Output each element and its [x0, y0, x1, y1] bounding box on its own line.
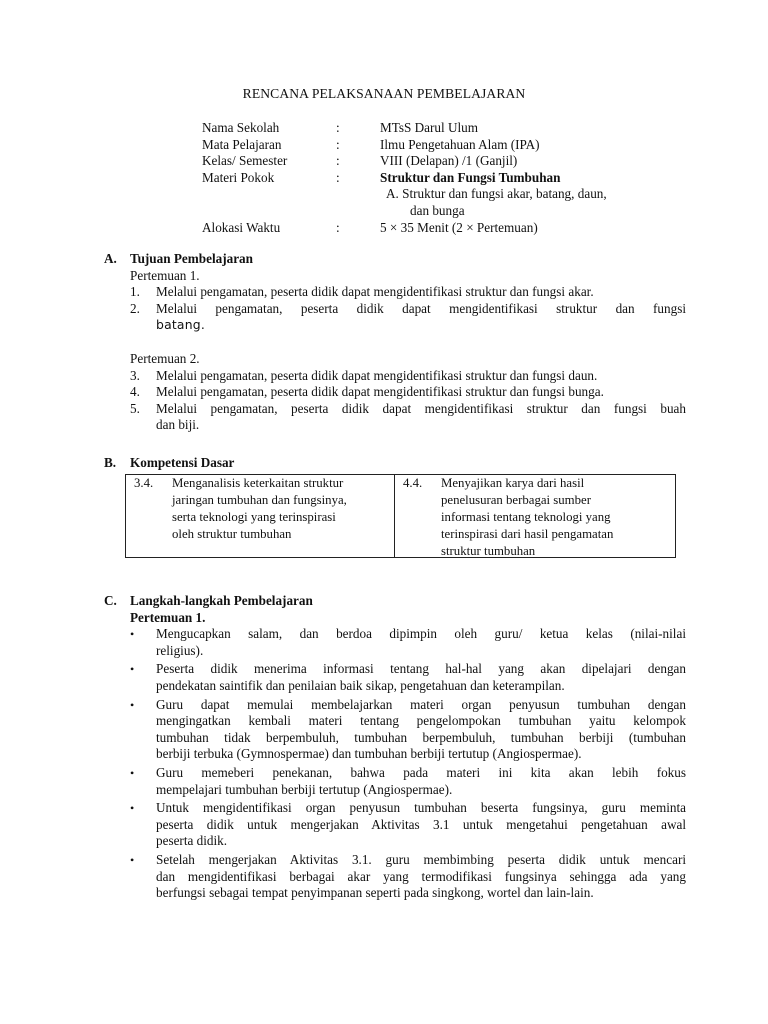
item-text: Melalui pengamatan, peserta didik dapat mengidentifikasi struktur dan fungsi akar. [156, 284, 594, 300]
info-value: MTsS Darul Ulum [380, 120, 478, 135]
competence-line: Menganalisis keterkaitan struktur [172, 476, 344, 490]
competence-line: serta teknologi yang terinspirasi [172, 510, 336, 524]
item-text-line: religius). [156, 642, 204, 658]
item-text-line: batang. [156, 317, 205, 333]
item-text [156, 626, 686, 659]
info-colon: : [336, 120, 340, 135]
item-text-line: dan mengidentifikasi berbagai akar yang termodifikasi fungsinya sehingga ada yang [156, 868, 686, 884]
info-label: Nama Sekolah [202, 120, 280, 135]
bullet: • [130, 662, 135, 677]
meeting-label: Pertemuan 1. [130, 609, 206, 625]
competence-line: informasi tentang teknologi yang [441, 510, 611, 524]
item-text-line: berbiji terbuka (Gymnospermae) dan tumbuhan berbiji tertutup (Angiospermae). [156, 746, 582, 762]
topic-subitem-line: dan bunga [410, 202, 465, 218]
item-text-line: Guru memeberi penekanan, bahwa pada materi ini kita akan lebih fokus [156, 764, 686, 780]
info-label: Materi Pokok [202, 169, 275, 185]
item-text: Melalui pengamatan, peserta didik dapat mengidentifikasi struktur dan fungsi bunga. [156, 384, 604, 400]
section-learning-steps [104, 593, 686, 902]
info-row-class [202, 153, 682, 170]
list-item [104, 626, 686, 659]
bullet: • [130, 697, 135, 712]
item-text-line: Untuk mengidentifikasi organ penyusun tumbuhan beserta fungsinya, guru meminta [156, 800, 686, 816]
item-text [156, 697, 686, 763]
list-item [104, 401, 686, 434]
item-text [156, 800, 686, 850]
competence-line: penelusuran berbagai sumber [441, 493, 591, 507]
info-value: VIII (Delapan) /1 (Ganjil) [380, 153, 518, 169]
info-colon: : [336, 136, 340, 152]
section-letter: C. [104, 593, 117, 608]
list-item [104, 301, 686, 334]
item-text-line: Melalui pengamatan, peserta didik dapat mengidentifikasi struktur dan fungsi buah [156, 400, 686, 416]
item-text-line: Setelah mengerjakan Aktivitas 3.1. guru membimbing peserta didik untuk mencari [156, 851, 686, 867]
competence-first-line [403, 475, 669, 492]
bullet: • [130, 627, 135, 642]
item-text-line: Guru dapat memulai membelajarkan materi organ penyusun tumbuhan dengan [156, 696, 686, 712]
info-label: Kelas/ Semester [202, 153, 288, 169]
bullet: • [130, 852, 135, 867]
competence-line: Menyajikan karya dari hasil [441, 476, 585, 490]
list-item [104, 852, 686, 902]
item-text-line: berfungsi sebagai tempat penyimpanan seperti pada singkong, wortel dan lain-lain. [156, 885, 594, 901]
list-item [104, 661, 686, 694]
section-heading [104, 593, 686, 610]
section-title: Tujuan Pembelajaran [130, 251, 253, 266]
item-text: Melalui pengamatan, peserta didik dapat mengidentifikasi struktur dan fungsi daun. [156, 367, 598, 383]
competence-line: jaringan tumbuhan dan fungsinya, [172, 493, 347, 507]
competence-cell-skill [394, 475, 675, 557]
item-text-line: Peserta didik menerima informasi tentang hal-hal yang akan dipelajari dengan [156, 661, 686, 677]
info-row-topic [202, 170, 682, 187]
objective-list [104, 368, 686, 434]
section-basic-competence [104, 455, 686, 472]
competence-first-line [134, 475, 388, 492]
info-row-subject [202, 137, 682, 154]
info-colon: : [336, 169, 340, 185]
list-item [104, 368, 686, 385]
steps-list [104, 626, 686, 902]
competence-table [125, 474, 676, 558]
competence-code: 4.4. [403, 476, 423, 490]
objective-list [104, 284, 686, 334]
section-heading [104, 251, 686, 268]
identity-block [202, 120, 682, 236]
topic-subitem-line: A. Struktur dan fungsi akar, batang, daun, [386, 186, 607, 202]
competence-cell-knowledge [126, 475, 394, 557]
info-label: Mata Pelajaran [202, 136, 282, 152]
section-letter: A. [104, 251, 117, 266]
item-number: 5. [130, 400, 140, 416]
item-text [156, 661, 686, 694]
info-row-time [202, 220, 682, 237]
competence-line: struktur tumbuhan [441, 544, 536, 558]
item-number: 1. [130, 284, 140, 300]
item-number: 2. [130, 300, 140, 316]
info-colon: : [336, 219, 340, 235]
section-title: Kompetensi Dasar [130, 455, 235, 470]
section-learning-objectives [104, 251, 686, 434]
item-text [156, 401, 686, 434]
item-text-line: mengingatkan kembali materi tentang pengelompokan tumbuhan yaitu kelompok [156, 713, 686, 729]
item-text-line: tumbuhan tidak berpembuluh, tumbuhan berpembuluh, tumbuhan berbiji (tumbuhan [156, 729, 686, 745]
info-label: Alokasi Waktu [202, 219, 281, 235]
item-text-line: pendekatan saintifik dan penilaian baik sikap, pengetahuan dan keterampilan. [156, 677, 565, 693]
item-text-line: peserta didik. [156, 833, 228, 849]
bullet: • [130, 801, 135, 816]
info-row-school [202, 120, 682, 137]
info-value: Ilmu Pengetahuan Alam (IPA) [380, 136, 540, 152]
info-value: 5 × 35 Menit (2 × Pertemuan) [380, 219, 538, 235]
info-colon: : [336, 153, 340, 169]
list-item [104, 800, 686, 850]
item-text [156, 852, 686, 902]
list-item [104, 765, 686, 798]
competence-line: terinspirasi dari hasil pengamatan [441, 527, 614, 541]
item-text-line: peserta didik untuk mengerjakan Aktivitas 3.1 untuk mengetahui pengetahuan awal [156, 816, 686, 832]
info-value: Struktur dan Fungsi Tumbuhan [380, 169, 561, 185]
list-item [104, 284, 686, 301]
meeting-label: Pertemuan 1. [130, 267, 200, 283]
item-text-line: mempelajari tumbuhan berbiji tertutup (Angiospermae). [156, 781, 453, 797]
document-title: RENCANA PELAKSANAAN PEMBELAJARAN [242, 86, 526, 101]
competence-code: 3.4. [134, 476, 154, 490]
bullet: • [130, 765, 135, 780]
item-text [156, 301, 686, 334]
list-item [104, 384, 686, 401]
item-text-line: Mengucapkan salam, dan berdoa dipimpin oleh guru/ ketua kelas (nilai-nilai [156, 626, 686, 642]
section-letter: B. [104, 455, 117, 470]
item-text-line: dan biji. [156, 417, 200, 433]
list-item [104, 697, 686, 763]
meeting-label: Pertemuan 2. [130, 350, 200, 366]
section-title: Langkah-langkah Pembelajaran [130, 593, 313, 608]
competence-line: oleh struktur tumbuhan [172, 527, 292, 541]
item-text [156, 765, 686, 798]
item-number: 3. [130, 367, 140, 383]
item-number: 4. [130, 384, 140, 400]
topic-subitem [202, 186, 682, 219]
item-text-line: Melalui pengamatan, peserta didik dapat mengidentifikasi struktur dan fungsi [156, 300, 686, 316]
section-heading [104, 455, 686, 472]
